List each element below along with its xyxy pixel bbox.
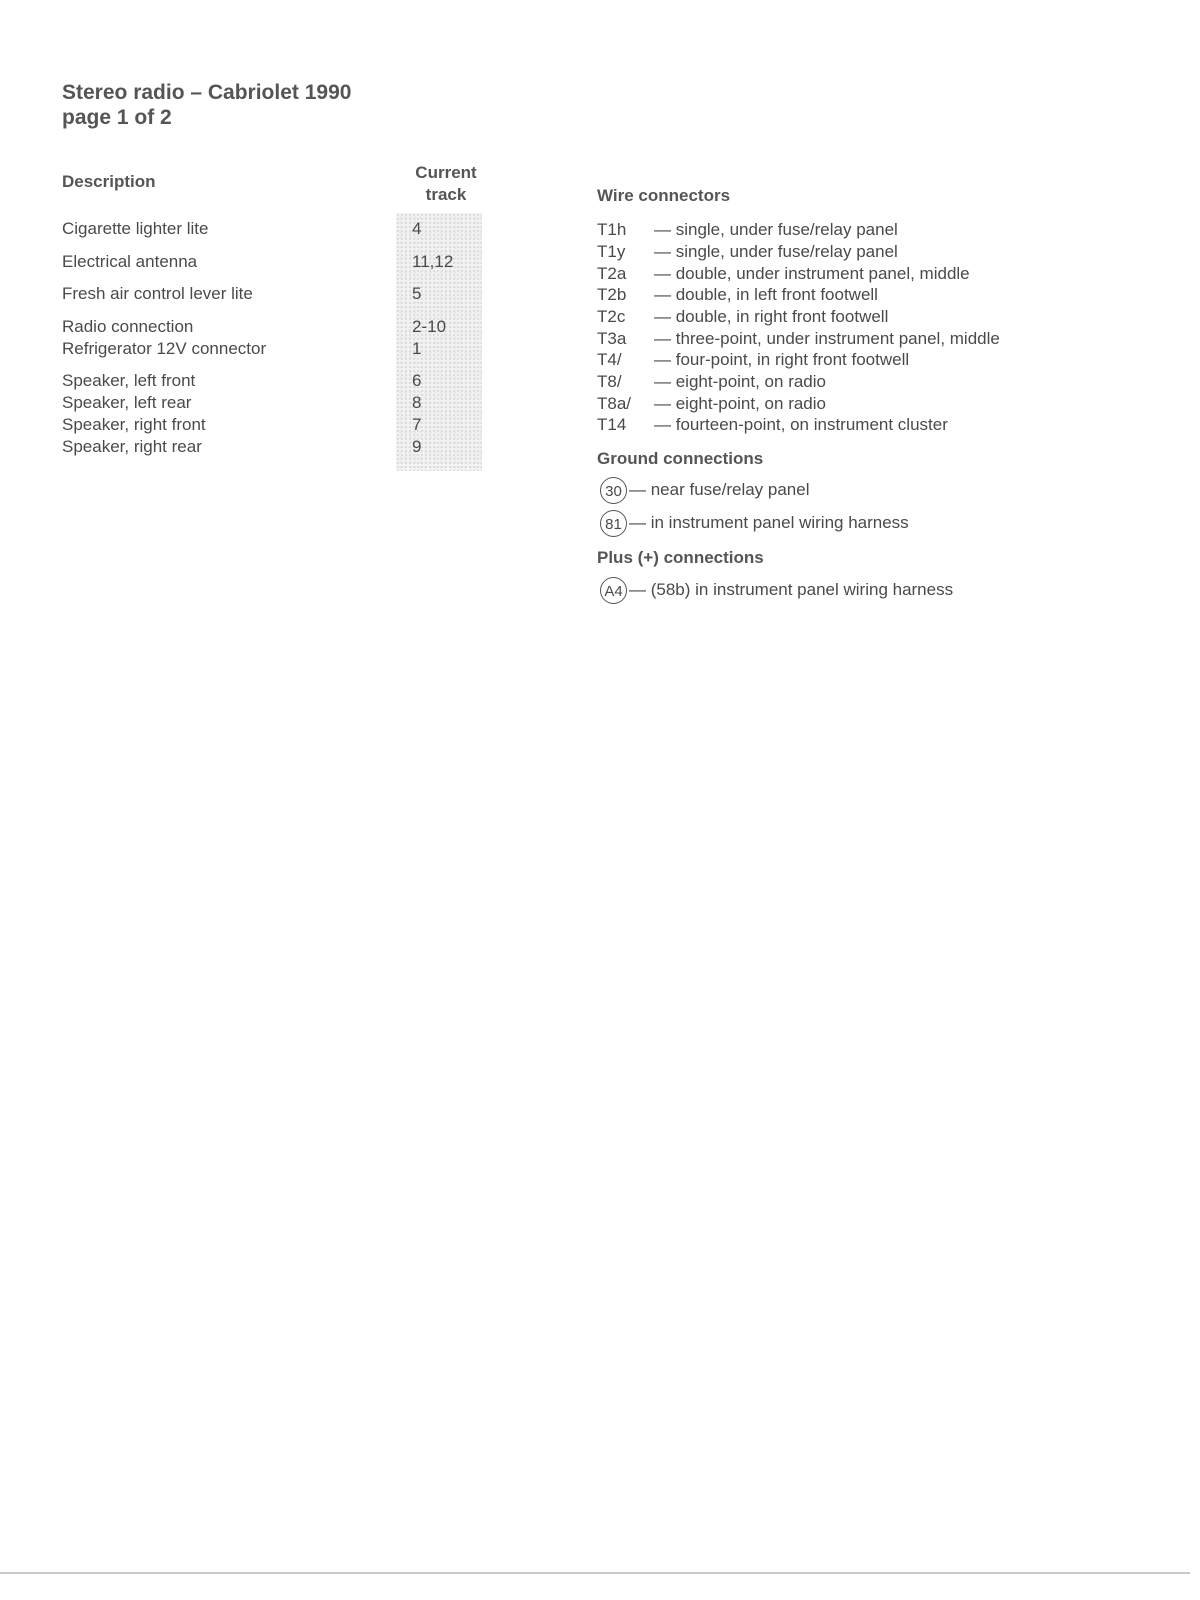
connector-row: [597, 284, 878, 306]
connector-row: [597, 263, 970, 285]
description-header: Description: [62, 172, 156, 191]
connector-desc: — three-point, under instrument panel, middle: [654, 329, 1000, 348]
connector-desc: — four-point, in right front footwell: [654, 350, 910, 369]
plus-point-badge: A4: [600, 577, 627, 604]
connector-code: T8/: [597, 372, 622, 391]
connector-code: T2b: [597, 285, 627, 304]
row-label: Speaker, right front: [62, 415, 206, 434]
connector-code: T3a: [597, 329, 627, 348]
connector-code: T1y: [597, 242, 626, 261]
plus-connections-heading: Plus (+) connections: [597, 548, 764, 567]
row-label: Speaker, left rear: [62, 393, 192, 412]
connector-code: T14: [597, 415, 627, 434]
row-label: Speaker, left front: [62, 371, 196, 390]
row-label: Speaker, right rear: [62, 437, 202, 456]
connector-code: T2c: [597, 307, 626, 326]
plus-desc: — (58b) in instrument panel wiring harness: [629, 579, 954, 599]
row-track: 1: [412, 339, 422, 358]
ground-connections-heading: Ground connections: [597, 449, 764, 468]
row-track: 6: [412, 371, 422, 390]
connector-desc: — double, in left front footwell: [654, 285, 878, 304]
ground-row: [600, 477, 810, 504]
connector-row: [597, 219, 898, 241]
row-track: 9: [412, 437, 422, 456]
page-title: [62, 80, 351, 130]
connector-row: [597, 306, 888, 328]
connector-desc: — eight-point, on radio: [654, 394, 826, 413]
row-label: Radio connection: [62, 317, 194, 336]
row-track: 11,12: [412, 252, 454, 271]
connector-row: [597, 241, 898, 263]
title-line-1: Stereo radio – Cabriolet 1990: [62, 81, 352, 104]
wire-connectors-heading: Wire connectors: [597, 186, 731, 205]
row-track: 5: [412, 284, 422, 303]
ground-point-badge: 81: [600, 510, 627, 537]
connector-row: [597, 414, 948, 436]
row-label: Electrical antenna: [62, 252, 198, 271]
connector-desc: — fourteen-point, on instrument cluster: [654, 415, 948, 434]
connector-desc: — single, under fuse/relay panel: [654, 220, 898, 239]
connector-desc: — single, under fuse/relay panel: [654, 242, 898, 261]
connector-desc: — double, under instrument panel, middle: [654, 264, 970, 283]
row-label: Cigarette lighter lite: [62, 219, 209, 238]
row-track: 4: [412, 219, 422, 238]
title-line-2: page 1 of 2: [62, 106, 172, 129]
connector-row: [597, 371, 826, 393]
connector-row: [597, 349, 909, 371]
connector-code: T2a: [597, 264, 627, 283]
connector-row: [597, 393, 826, 415]
row-label: Refrigerator 12V connector: [62, 339, 267, 358]
connector-desc: — double, in right front footwell: [654, 307, 889, 326]
ground-row: [600, 510, 909, 537]
row-track: 8: [412, 393, 422, 412]
connector-code: T4/: [597, 350, 622, 369]
ground-point-badge: 30: [600, 477, 627, 504]
plus-row: [600, 577, 953, 604]
connector-code: T1h: [597, 220, 627, 239]
ground-desc: — near fuse/relay panel: [629, 479, 810, 499]
row-label: Fresh air control lever lite: [62, 284, 253, 303]
footer-divider: [0, 1572, 1190, 1574]
connector-row: [597, 328, 1000, 350]
ground-desc: — in instrument panel wiring harness: [629, 512, 909, 532]
connector-code: T8a/: [597, 394, 632, 413]
row-track: 2-10: [412, 317, 447, 336]
row-track: 7: [412, 415, 422, 434]
current-track-header: Current track: [415, 163, 477, 204]
connector-desc: — eight-point, on radio: [654, 372, 826, 391]
